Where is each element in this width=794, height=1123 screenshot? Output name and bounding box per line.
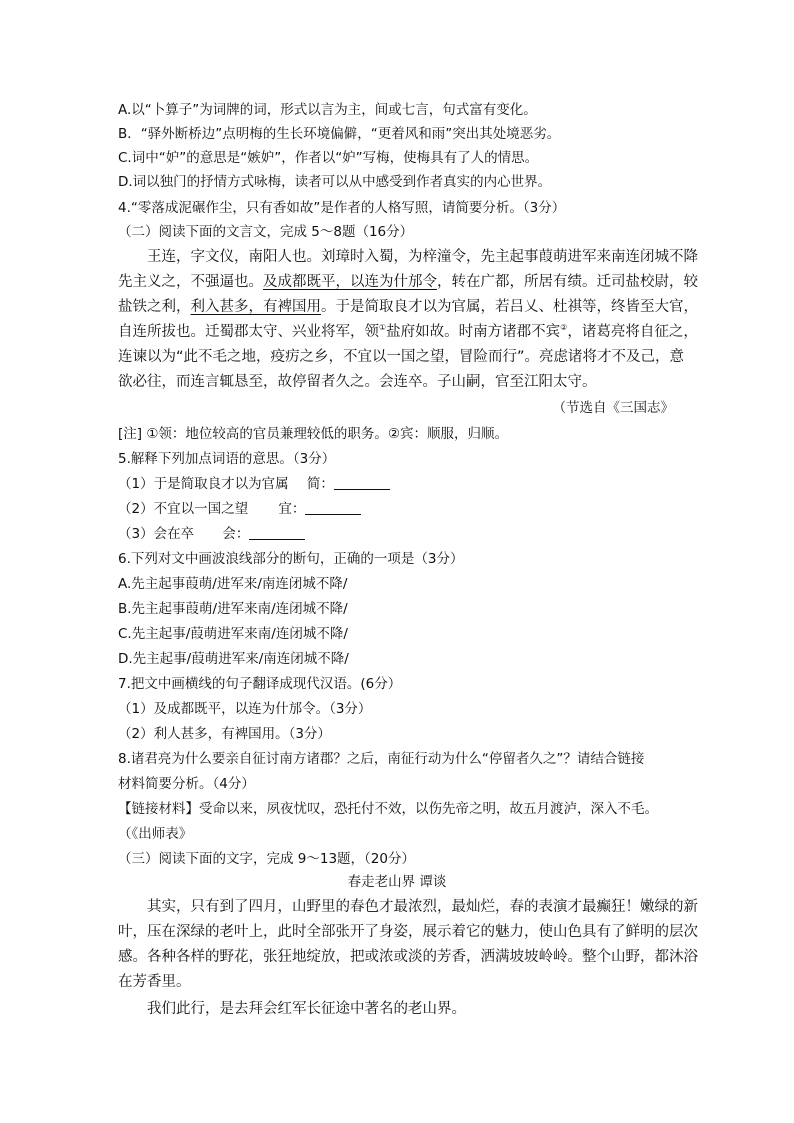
footnote-marker-2: ② bbox=[560, 323, 568, 333]
link-material-line-1: 【链接材料】受命以来，夙夜忧叹，恐托付不效，以伤先帝之明，故五月渡泸，深入不毛。 bbox=[118, 801, 658, 817]
underlined-sentence-1: 及成都既平，以连为什邡令 bbox=[263, 274, 437, 290]
question-5-item-2: （2）不宜以一国之望 宜： bbox=[118, 499, 361, 519]
passage-text: 先主义之，不强逼也。 bbox=[118, 274, 263, 290]
question-5-item-3: （3）会在卒 会： bbox=[118, 524, 305, 544]
article-title: 春走老山界 谭谈 bbox=[347, 874, 447, 890]
article-line-2: 叶，压在深绿的老叶上，此时全部张开了身姿，展示着它的魅力，使山色具有了鲜明的层次 bbox=[118, 924, 698, 940]
question-6-option-b: B.先主起事葭萌/进军来南/连闭城不降/ bbox=[118, 601, 348, 617]
question-7-item-1: （1）及成都既平，以连为什邡令。（3分） bbox=[118, 701, 372, 717]
q3-option-a: A.以“卜算子”为词牌的词，形式以言为主，间或七言，句式富有变化。 bbox=[118, 102, 537, 118]
link-material-line-2: （《出师表》 bbox=[118, 826, 193, 842]
passage-text: ，转在广都，所居有绩。迁司盐校尉，较 bbox=[437, 274, 698, 290]
passage-line-6: 欲必往，而连言辄恳至，故停留者久之。会连卒。子山嗣，官至江阳太守。 bbox=[118, 374, 597, 390]
article-line-1: 其实，只有到了四月，山野里的春色才最浓烈，最灿烂，春的表演才最癫狂！嫩绿的新 bbox=[147, 899, 698, 915]
question-6-title: 6.下列对文中画波浪线部分的断句，正确的一项是（3分） bbox=[118, 551, 464, 567]
question-7-item-2: （2）利人甚多，有裨国用。（3分） bbox=[118, 726, 331, 742]
question-6-option-c: C.先主起事/葭萌进军来南/连闭城不降/ bbox=[118, 626, 348, 642]
question-6-option-a: A.先主起事葭萌/进军来/南连闭城不降/ bbox=[118, 576, 348, 592]
section-2-header: （二）阅读下面的文言文，完成 5～8题（16分） bbox=[118, 224, 414, 240]
article-line-3: 感。各种各样的野花，张狂地绽放，把或浓或淡的芳香，洒满坡坡岭岭。整个山野，都沐浴 bbox=[118, 949, 698, 965]
answer-blank[interactable] bbox=[334, 475, 390, 490]
q3-option-d: D.词以独门的抒情方式咏梅，读者可以从中感受到作者真实的内心世界。 bbox=[118, 174, 552, 190]
passage-line-2 bbox=[118, 271, 698, 293]
article-line-4: 在芳香里。 bbox=[118, 974, 191, 990]
question-7-title: 7.把文中画横线的句子翻译成现代汉语。(6分） bbox=[118, 676, 402, 692]
passage-line-3 bbox=[118, 296, 698, 318]
q3-option-c: C.词中“妒”的意思是“嫉妒”，作者以“妒”写梅，使梅具有了人的情思。 bbox=[118, 150, 539, 166]
question-5-title: 5.解释下列加点词语的意思。（3分） bbox=[118, 451, 336, 467]
question-5-item-1: （1）于是简取良才以为官属 简： bbox=[118, 474, 390, 494]
underlined-sentence-2: 利入甚多，有裨国用 bbox=[190, 299, 321, 315]
passage-text: 自连所拔也。迁蜀郡太守、兴业将军，领 bbox=[118, 324, 379, 340]
answer-blank[interactable] bbox=[249, 525, 305, 540]
q3-option-b: B．“驿外断桥边”点明梅的生长环境偏僻，“更着风和雨”突出其处境恶劣。 bbox=[118, 126, 561, 142]
question-6-option-d: D.先主起事/葭萌进军来/南连闭城不降/ bbox=[118, 651, 349, 667]
answer-blank[interactable] bbox=[305, 500, 361, 515]
question-4: 4.“零落成泥碾作尘，只有香如故”是作者的人格写照，请简要分析。（3分） bbox=[118, 200, 566, 216]
question-8-line-2: 材料简要分析。（4分） bbox=[118, 776, 255, 792]
question-8-line-1: 8.诸君亮为什么要亲自征讨南方诸郡？之后，南征行动为什么“停留者久之”？请结合链接 bbox=[118, 751, 645, 767]
section-3-header: （三）阅读下面的文字，完成 9～13题，（20分） bbox=[118, 851, 415, 867]
passage-text: 盐铁之利， bbox=[118, 299, 191, 315]
passage-line-1: 王连，字文仪，南阳人也。刘璋时入蜀，为梓潼令，先主起事葭萌进军来南连闭城不降 bbox=[147, 249, 698, 265]
passage-text: 盐府如故。时南方诸郡不宾 bbox=[386, 324, 561, 340]
passage-text: 。于是简取良才以为官属，若吕乂、杜祺等，终皆至大官， bbox=[321, 299, 698, 315]
article-line-5: 我们此行，是去拜会红军长征途中著名的老山界。 bbox=[147, 1001, 466, 1017]
passage-notes: [注] ①领：地位较高的官员兼理较低的职务。②宾：顺服，归顺。 bbox=[118, 426, 509, 442]
passage-line-4 bbox=[118, 321, 698, 343]
footnote-marker-1: ① bbox=[379, 323, 387, 333]
passage-line-5: 连谏以为“此不毛之地，疫疠之乡，不宜以一国之望，冒险而行”。亮虑诸将才不及己，意 bbox=[118, 349, 685, 365]
passage-source: （节选自《三国志》 bbox=[552, 400, 674, 416]
passage-text: ，诸葛亮将自征之， bbox=[567, 324, 698, 340]
